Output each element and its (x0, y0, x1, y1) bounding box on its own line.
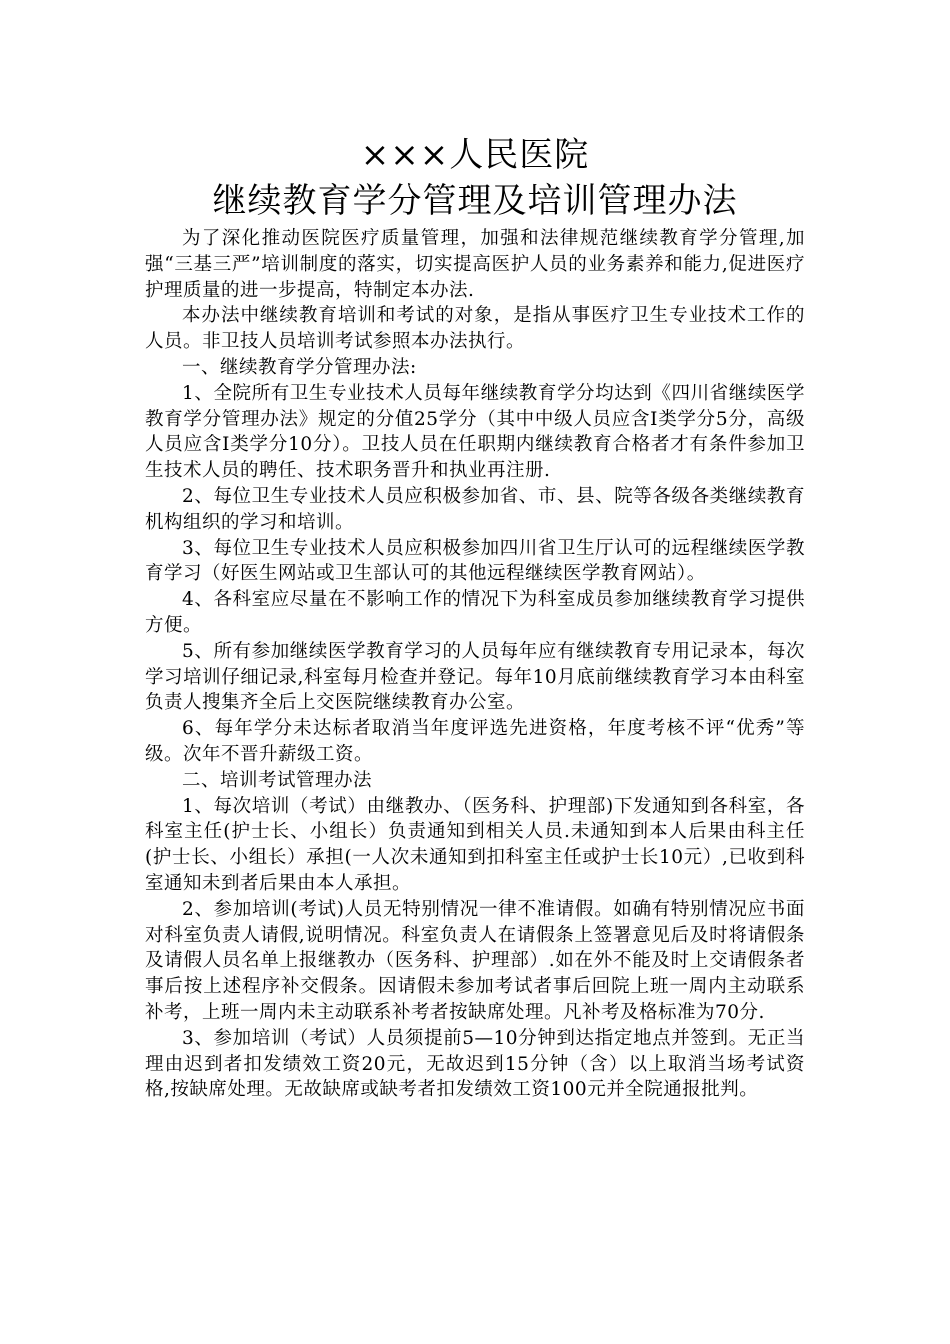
clause-2-3: 3、参加培训（考试）人员须提前5—10分钟到达指定地点并签到。无正当理由迟到者扣发绩效工资20元，无故迟到15分钟（含）以上取消当场考试资格,按缺席处理。无故缺席或缺考者扣发绩效工资100元并全院通报批判。 (145, 1027, 805, 1101)
clause-1-3: 3、每位卫生专业技术人员应积极参加四川省卫生厅认可的远程继续医学教育学习（好医生网站或卫生部认可的其他远程继续医学教育网站）。 (145, 537, 805, 585)
section-heading-training-exam: 二、培训考试管理办法 (182, 769, 373, 791)
clause-1-1: 1、全院所有卫生专业技术人员每年继续教育学分均达到《四川省继续医学教育学分管理办法》规定的分值25学分（其中中级人员应含Ⅰ类学分5分，高级人员应含Ⅰ类学分10分）。卫技人员在任职期内继续教育合格者才有条件参加卫生技术人员的聘任、技术职务晋升和执业再注册. (145, 382, 805, 482)
document-title-policy: 继续教育学分管理及培训管理办法 (212, 181, 738, 221)
clause-2-2: 2、参加培训(考试)人员无特别情况一律不准请假。如确有特别情况应书面对科室负责人请假,说明情况。科室负责人在请假条上签署意见后及时将请假条及请假人员名单上报继教办（医务科、护理部）.如在外不能及时上交请假条者事后按上述程序补交假条。因请假未参加考试者事后回院上班一周内主动联系补考，上班一周内未主动联系补考者按缺席处理。凡补考及格标准为70分. (145, 898, 805, 1023)
paragraph-intro: 为了深化推动医院医疗质量管理，加强和法律规范继续教育学分管理,加强“三基三严”培训制度的落实，切实提高医护人员的业务素养和能力,促进医疗护理质量的进一步提高，特制定本办法. (145, 228, 805, 301)
clause-1-6: 6、每年学分未达标者取消当年度评选先进资格，年度考核不评“优秀”等级。次年不晋升薪级工资。 (145, 718, 805, 765)
document-title-hospital: ×××人民医院 (360, 135, 590, 175)
document-page (145, 132, 805, 1103)
paragraph-scope: 本办法中继续教育培训和考试的对象，是指从事医疗卫生专业技术工作的人员。非卫技人员培训考试参照本办法执行。 (145, 305, 805, 353)
clause-1-4: 4、各科室应尽量在不影响工作的情况下为科室成员参加继续教育学习提供方便。 (145, 589, 805, 636)
document-body (145, 226, 805, 1103)
section-heading-credit-management: 一、继续教育学分管理办法: (182, 356, 417, 378)
clause-1-2: 2、每位卫生专业技术人员应积极参加省、市、县、院等各级各类继续教育机构组织的学习和培训。 (145, 485, 805, 533)
clause-1-5: 5、所有参加继续医学教育学习的人员每年应有继续教育专用记录本，每次学习培训仔细记录,科室每月检查并登记。每年10月底前继续教育学习本由科室负责人搜集齐全后上交医院继续教育办公室。 (145, 640, 805, 714)
clause-2-1: 1、每次培训（考试）由继教办、（医务科、护理部)下发通知到各科室，各科室主任(护士长、小组长）负责通知到相关人员.未通知到本人后果由科主任(护士长、小组长）承担(一人次未通知到扣科室主任或护士长10元）,已收到科室通知未到者后果由本人承担。 (145, 795, 805, 894)
